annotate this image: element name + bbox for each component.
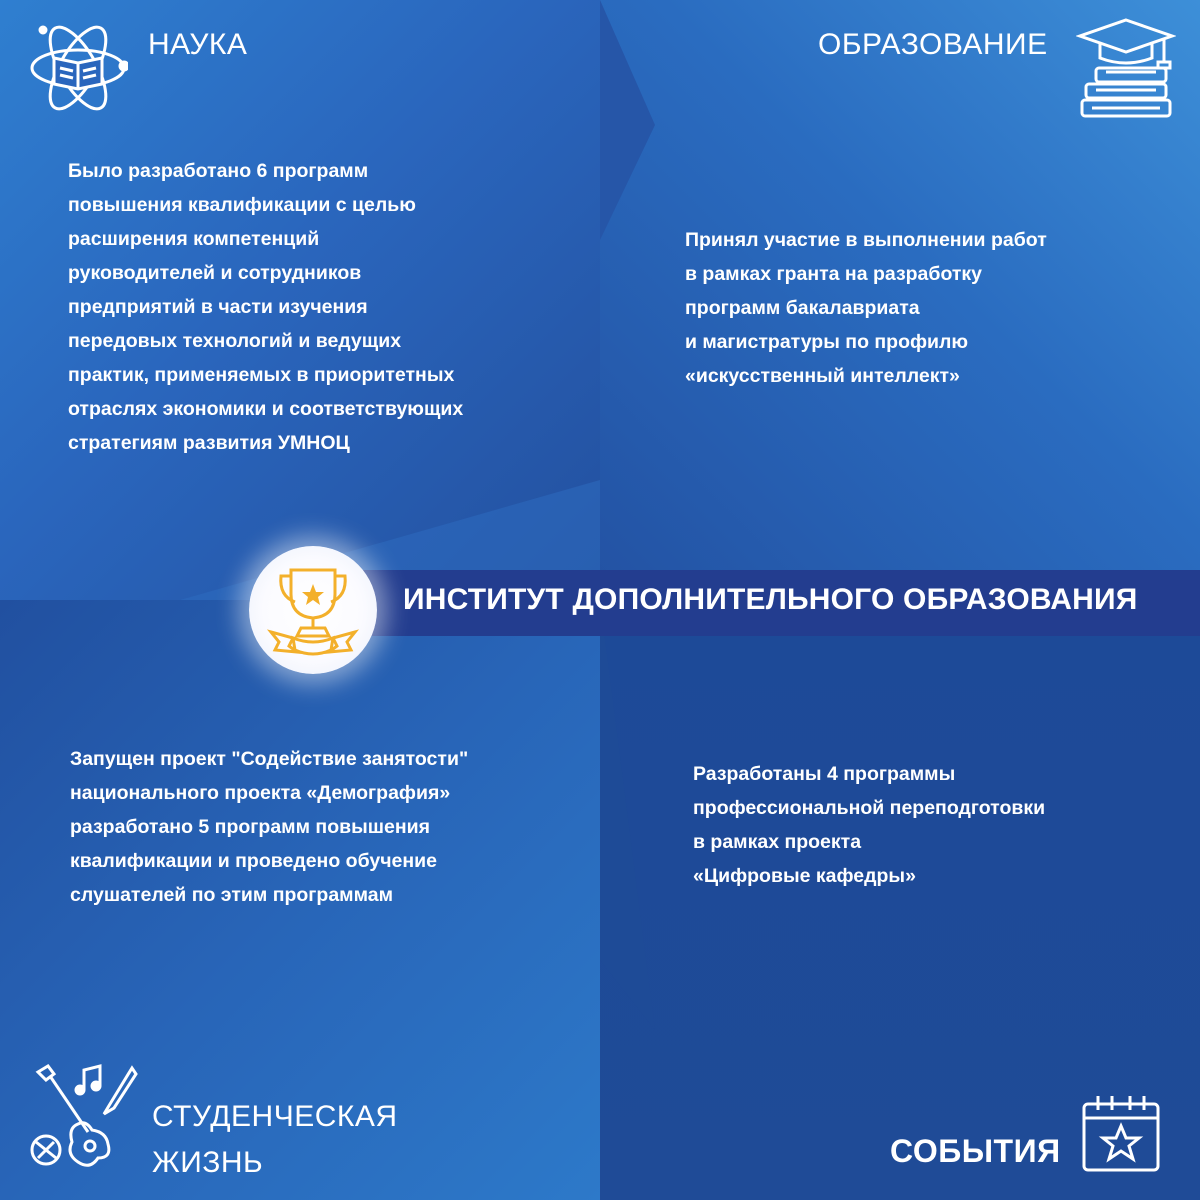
calendar-star-icon	[1080, 1092, 1162, 1179]
text-line: руководителей и сотрудников	[68, 262, 362, 284]
education-text	[685, 223, 1047, 393]
student-life-text	[70, 742, 468, 912]
arrow-bottom	[600, 600, 655, 1030]
trophy-icon	[249, 546, 377, 674]
student-life-title-line2: ЖИЗНЬ	[152, 1146, 264, 1179]
science-title: НАУКА	[148, 28, 248, 61]
text-line: Принял участие в выполнении работ	[685, 229, 1047, 251]
text-line: «Цифровые кафедры»	[693, 865, 916, 887]
text-line: практик, применяемых в приоритетных	[68, 364, 455, 386]
text-line: Разработаны 4 программы	[693, 763, 956, 785]
text-line: предприятий в части изучения	[68, 296, 368, 318]
institute-title: ИНСТИТУТ ДОПОЛНИТЕЛЬНОГО ОБРАЗОВАНИЯ	[403, 583, 1138, 616]
science-text	[68, 154, 463, 460]
events-title: СОБЫТИЯ	[890, 1133, 1061, 1169]
text-line: «искусственный интеллект»	[685, 365, 960, 387]
text-line: в рамках проекта	[693, 831, 862, 853]
text-line: национального проекта «Демография»	[70, 782, 451, 804]
text-line: программ бакалавриата	[685, 297, 920, 319]
events-text	[693, 757, 1045, 893]
text-line: расширения компетенций	[68, 228, 320, 250]
arrow-top	[600, 0, 655, 240]
text-line: слушателей по этим программам	[70, 884, 394, 906]
text-line: Запущен проект "Содействие занятости"	[70, 748, 469, 770]
text-line: стратегиям развития УМНОЦ	[68, 432, 350, 454]
text-line: квалификации и проведено обучение	[70, 850, 437, 872]
text-line: в рамках гранта на разработку	[685, 263, 983, 285]
text-line: Было разработано 6 программ	[68, 160, 369, 182]
text-line: повышения квалификации с целью	[68, 194, 416, 216]
text-line: отраслях экономики и соответствующих	[68, 398, 464, 420]
guitar-music-icon	[28, 1062, 138, 1179]
student-life-title	[152, 1094, 398, 1186]
atom-book-icon	[28, 18, 128, 123]
text-line: и магистратуры по профилю	[685, 331, 969, 353]
trophy-badge	[249, 546, 377, 674]
text-line: профессиональной переподготовки	[693, 797, 1046, 819]
student-life-title-line1: СТУДЕНЧЕСКАЯ	[152, 1100, 398, 1133]
text-line: разработано 5 программ повышения	[70, 816, 430, 838]
text-line: передовых технологий и ведущих	[68, 330, 402, 352]
graduation-books-icon	[1076, 16, 1176, 125]
education-title: ОБРАЗОВАНИЕ	[818, 28, 1048, 61]
